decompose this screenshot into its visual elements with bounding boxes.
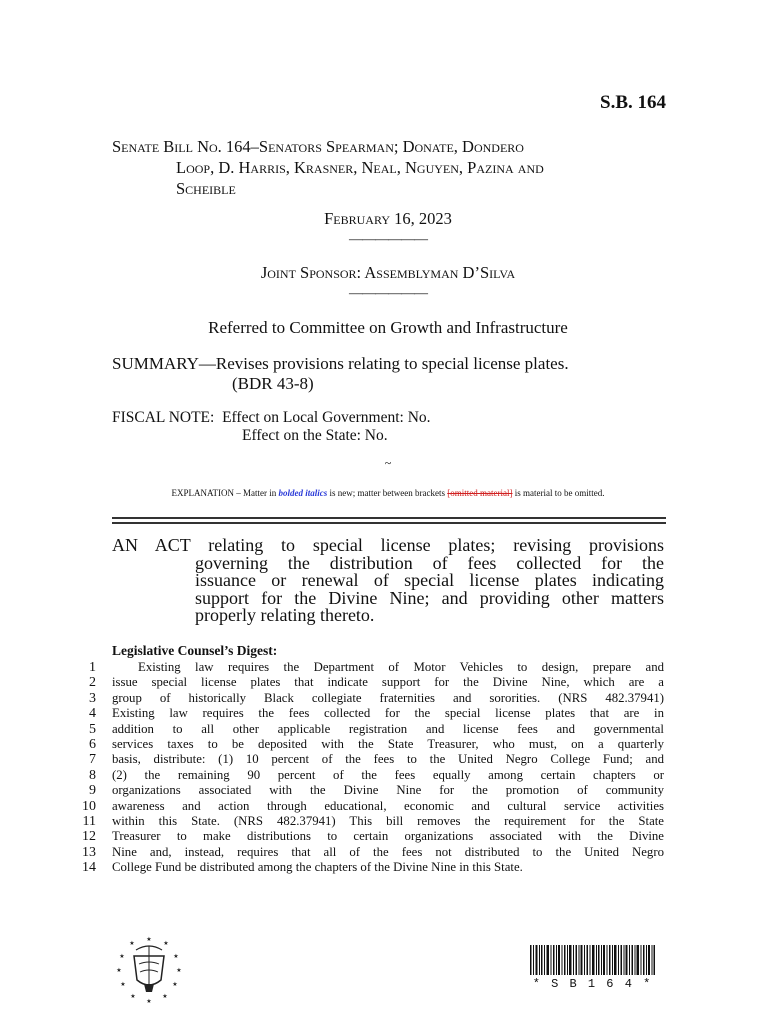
svg-text:★: ★ bbox=[162, 994, 168, 1000]
omitted-matter-sample: [omitted material] bbox=[447, 488, 513, 498]
digest-line: Nine and, instead, requires that all of the fees not distributed to the United Negro bbox=[112, 844, 664, 859]
svg-text:★: ★ bbox=[176, 968, 182, 974]
line-number: 7 bbox=[89, 752, 96, 768]
separator-dash: —————— bbox=[349, 232, 427, 247]
explanation-suffix: is material to be omitted. bbox=[512, 488, 605, 498]
svg-text:★: ★ bbox=[120, 982, 126, 988]
line-number: 13 bbox=[82, 844, 96, 860]
digest-line: organizations associated with the Divine Nine for the promotion of community bbox=[112, 783, 664, 798]
line-numbers bbox=[50, 660, 96, 876]
line-number: 9 bbox=[89, 783, 96, 799]
digest-line: (2) the remaining 90 percent of the fees equally among certain chapters or bbox=[112, 767, 664, 782]
committee-referral: Referred to Committee on Growth and Infrastructure bbox=[208, 318, 568, 337]
sponsors-line: Loop, D. Harris, Krasner, Neal, Nguyen, Pazina and bbox=[176, 158, 544, 177]
line-number: 12 bbox=[82, 829, 96, 845]
introduction-date: February 16, 2023 bbox=[324, 209, 452, 228]
digest-line: Treasurer to make distributions to certain organizations associated with the Divine bbox=[112, 829, 664, 844]
double-rule-top bbox=[112, 517, 666, 519]
tilde-mark: ~ bbox=[384, 456, 392, 470]
explanation-prefix: EXPLANATION – Matter in bbox=[171, 488, 279, 498]
line-number: 14 bbox=[82, 860, 96, 876]
barcode-text: * S B 1 6 4 * bbox=[532, 977, 653, 991]
digest-title: Legislative Counsel’s Digest: bbox=[112, 643, 278, 658]
double-rule-bottom bbox=[112, 522, 666, 524]
digest-line: group of historically Black collegiate fraternities and sororities. (NRS 482.37941) bbox=[112, 690, 664, 705]
fiscal-note bbox=[112, 409, 431, 445]
line-number: 6 bbox=[89, 737, 96, 753]
joint-sponsor: Joint Sponsor: Assemblyman D’Silva bbox=[260, 263, 516, 282]
svg-text:★: ★ bbox=[173, 954, 179, 960]
sponsors-line: Scheible bbox=[176, 179, 236, 198]
act-line: AN ACT relating to special license plates; revising provisions bbox=[112, 535, 664, 555]
svg-text:★: ★ bbox=[146, 999, 152, 1004]
line-number: 5 bbox=[89, 721, 96, 737]
summary-bdr: (BDR 43-8) bbox=[232, 374, 314, 393]
line-number: 8 bbox=[89, 767, 96, 783]
line-number: 10 bbox=[82, 798, 96, 814]
bill-number: S.B. 164 bbox=[600, 92, 666, 113]
svg-text:★: ★ bbox=[163, 941, 169, 947]
line-number: 2 bbox=[89, 675, 96, 691]
summary-line: SUMMARY—Revises provisions relating to special license plates. bbox=[112, 354, 569, 373]
state-seal-icon bbox=[114, 934, 184, 1004]
separator-dash: —————— bbox=[349, 286, 427, 301]
digest-line: addition to all other applicable registration and license fees and governmental bbox=[112, 721, 664, 736]
summary-block bbox=[112, 354, 672, 394]
explanation-note bbox=[112, 488, 664, 498]
svg-text:★: ★ bbox=[116, 968, 122, 974]
digest-line: within this State. (NRS 482.37941) This bill removes the requirement for the State bbox=[112, 814, 664, 829]
fiscal-note-state: Effect on the State: No. bbox=[242, 427, 388, 444]
digest-line: services taxes to be deposited with the State Treasurer, who must, on a quarterly bbox=[112, 737, 664, 752]
line-number: 3 bbox=[89, 690, 96, 706]
digest-body bbox=[112, 660, 664, 876]
act-line: issuance or renewal of special license plates indicating bbox=[195, 570, 664, 590]
digest-line: Existing law requires the fees collected for the special license plates that are in bbox=[112, 706, 664, 721]
sponsors-line: Senate Bill No. 164–Senators Spearman; Donate, Dondero bbox=[112, 137, 524, 156]
line-number: 1 bbox=[89, 660, 96, 675]
line-number: 11 bbox=[82, 814, 96, 830]
sponsors-block bbox=[112, 136, 664, 199]
explanation-middle: is new; matter between brackets bbox=[327, 488, 448, 498]
digest-line: basis, distribute: (1) 10 percent of the fees to the United Negro College Fund; and bbox=[112, 752, 664, 767]
barcode bbox=[530, 945, 655, 975]
act-line: governing the distribution of fees collected for the bbox=[195, 552, 664, 573]
digest-line: issue special license plates that indicate support for the Divine Nine, which are a bbox=[112, 675, 664, 690]
digest-line: awareness and action through educational, economic and cultural service activities bbox=[112, 798, 664, 813]
line-number: 4 bbox=[89, 706, 96, 722]
svg-text:★: ★ bbox=[129, 941, 135, 947]
digest-line: Existing law requires the Department of Motor Vehicles to design, prepare and bbox=[138, 660, 664, 674]
svg-text:★: ★ bbox=[130, 994, 136, 1000]
svg-text:★: ★ bbox=[146, 937, 152, 943]
act-title bbox=[112, 537, 664, 625]
digest-line: College Fund be distributed among the chapters of the Divine Nine in this State. bbox=[112, 860, 523, 875]
act-line: support for the Divine Nine; and providing other matters bbox=[195, 587, 664, 608]
act-line: properly relating thereto. bbox=[195, 605, 375, 625]
svg-text:★: ★ bbox=[172, 982, 178, 988]
fiscal-note-local: FISCAL NOTE: Effect on Local Government: No. bbox=[112, 409, 431, 426]
new-matter-sample: bolded italics bbox=[278, 488, 328, 498]
svg-text:★: ★ bbox=[119, 954, 125, 960]
